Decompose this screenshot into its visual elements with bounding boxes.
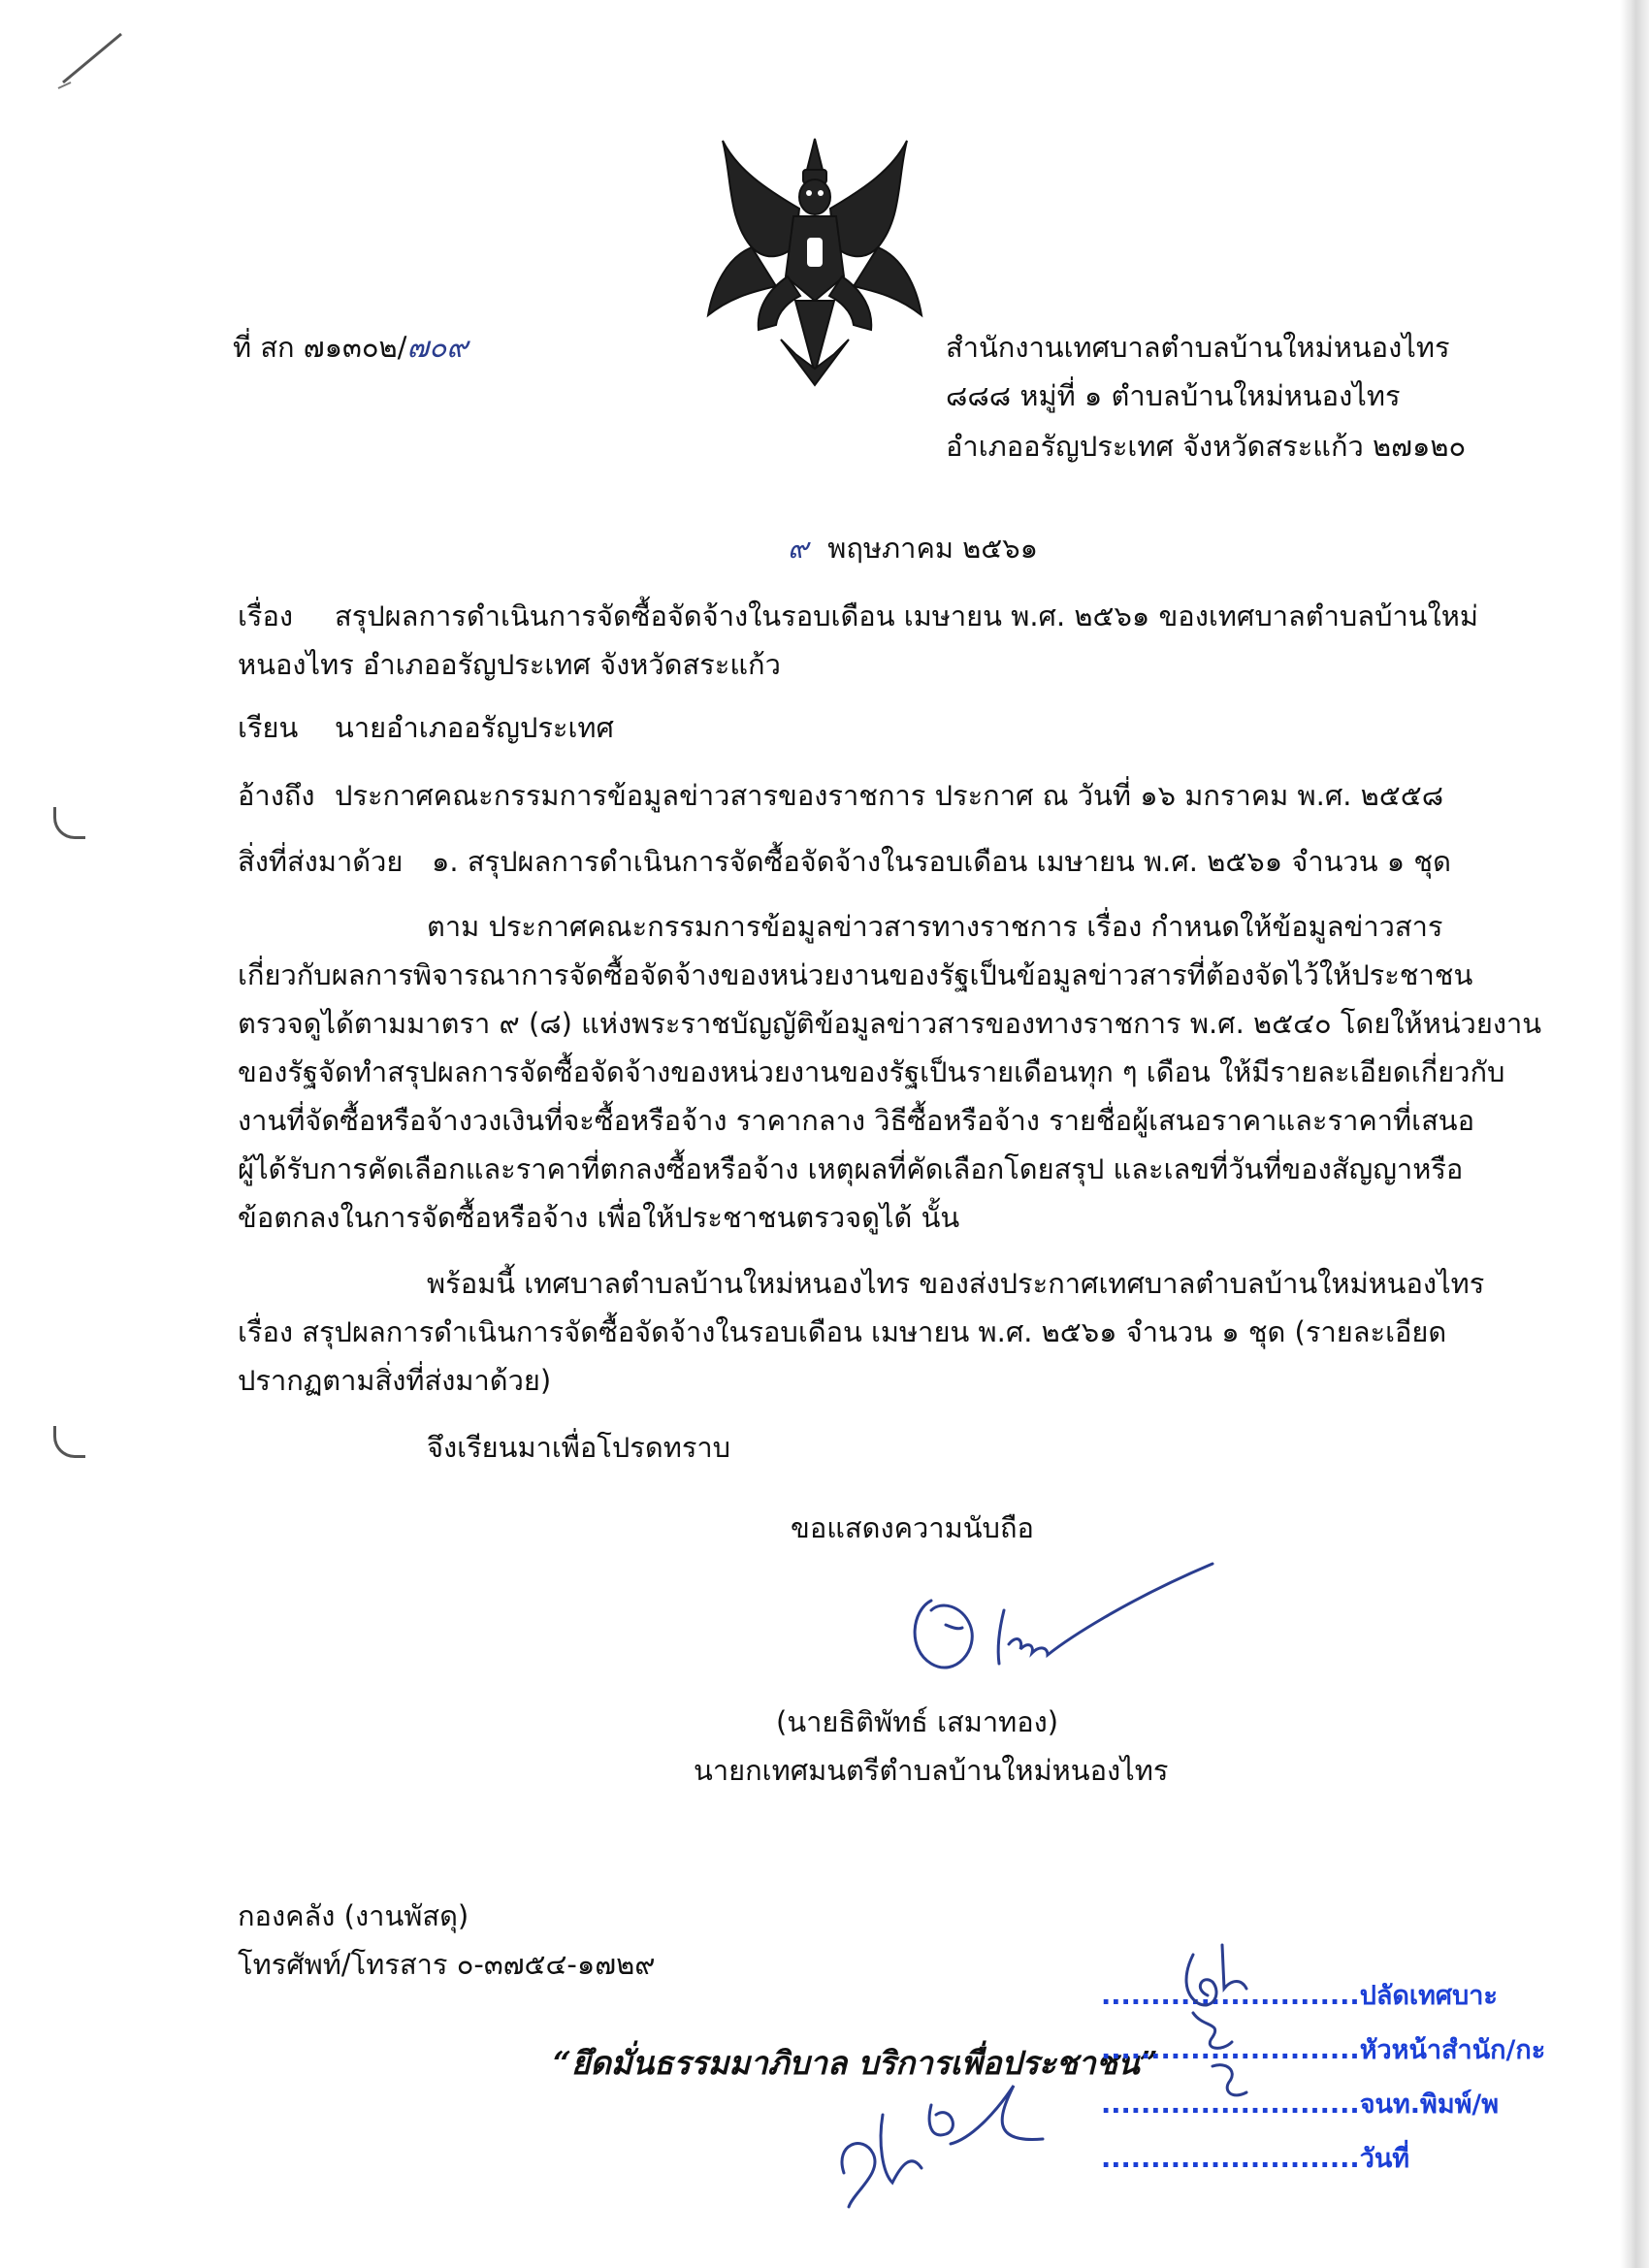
- date-month-year: พฤษภาคม ๒๕๖๑: [827, 532, 1039, 565]
- body-paragraph-1-line: ตรวจดูได้ตามมาตรา ๙ (๘) แห่งพระราชบัญญัติข้อมูลข่าวสารของทางราชการ พ.ศ. ๒๕๔๐ โดยให้หน่วยงาน: [238, 1007, 1542, 1040]
- signature-closing: ขอแสดงความนับถือ: [791, 1511, 1034, 1544]
- reference-number-printed: ที่ สก ๗๑๓๐๒/: [233, 331, 407, 364]
- approval-stamp-label: ปลัดเทศบาะ: [1359, 1981, 1498, 2011]
- approval-stamp-dots: ..........................: [1101, 2144, 1360, 2174]
- handwritten-signature: [902, 1552, 1232, 1688]
- body-paragraph-2-line: เรื่อง สรุปผลการดำเนินการจัดซื้อจัดจ้างในรอบเดือน เมษายน พ.ศ. ๒๕๖๑ จำนวน ๑ ชุด (รายละเอียด: [238, 1315, 1447, 1348]
- body-paragraph-1-line: ผู้ได้รับการคัดเลือกและราคาที่ตกลงซื้อหรือจ้าง เหตุผลที่คัดเลือกโดยสรุป และเลขที่วันที่ของสัญญาหรือ: [238, 1152, 1464, 1185]
- punch-hole-mark-bottom: [53, 1426, 85, 1458]
- enclosure-label: สิ่งที่ส่งมาด้วย: [238, 845, 404, 878]
- closing-request: จึงเรียนมาเพื่อโปรดทราบ: [427, 1431, 731, 1464]
- subject-label: เรื่อง: [238, 599, 294, 632]
- approval-stamp-dots: ..........................: [1101, 2090, 1360, 2120]
- body-paragraph-1-line: ข้อตกลงในการจัดซื้อหรือจ้าง เพื่อให้ประชาชนตรวจดูได้ นั้น: [238, 1201, 960, 1234]
- body-paragraph-1-line: ของรัฐจัดทำสรุปผลการจัดซื้อจัดจ้างของหน่วยงานของรัฐเป็นรายเดือนทุก ๆ เดือน ให้มีรายละเอียดเกี่ยวกับ: [238, 1055, 1505, 1088]
- signer-name: (นายธิติพัทธ์ เสมาทอง): [776, 1705, 1059, 1738]
- enclosure-value: ๑. สรุปผลการดำเนินการจัดซื้อจัดจ้างในรอบเดือน เมษายน พ.ศ. ๒๕๖๑ จำนวน ๑ ชุด: [432, 845, 1451, 878]
- body-paragraph-1-line: เกี่ยวกับผลการพิจารณาการจัดซื้อจัดจ้างของหน่วยงานของรัฐเป็นข้อมูลข่าวสารที่ต้องจัดไว้ให้ประชาชน: [238, 958, 1473, 991]
- addressee-value: นายอำเภออรัญประเทศ: [335, 711, 614, 744]
- body-paragraph-2-line: พร้อมนี้ เทศบาลตำบลบ้านใหม่หนองไทร ของส่งประกาศเทศบาลตำบลบ้านใหม่หนองไทร: [427, 1267, 1485, 1300]
- reference-label: อ้างถึง: [238, 779, 315, 812]
- stamp-initials: [1154, 1935, 1290, 2120]
- corner-pen-mark: [53, 24, 131, 92]
- approval-stamp-label: วันที่: [1359, 2144, 1410, 2174]
- handwritten-initials-bottom: [824, 2047, 1057, 2221]
- subject-line-1: สรุปผลการดำเนินการจัดซื้อจัดจ้างในรอบเดือน เมษายน พ.ศ. ๒๕๖๑ ของเทศบาลตำบลบ้านใหม่: [335, 599, 1478, 632]
- reference-number-handwritten: ๗๐๙: [406, 331, 469, 365]
- subject-line-2: หนองไทร อำเภออรัญประเทศ จังหวัดสระแก้ว: [238, 648, 781, 681]
- office-name: สำนักงานเทศบาลตำบลบ้านใหม่หนองไทร: [946, 331, 1450, 364]
- body-paragraph-1-line: งานที่จัดซื้อหรือจ้างวงเงินที่จะซื้อหรือจ้าง ราคากลาง วิธีซื้อหรือจ้าง รายชื่อผู้เสนอราคาและราคาที่เสนอ: [238, 1104, 1475, 1137]
- letter-date: [788, 529, 1038, 567]
- footer-motto: “ยึดมั่นธรรมมาภิบาล บริการเพื่อประชาชน”: [553, 2044, 1158, 2082]
- body-paragraph-1-line: ตาม ประกาศคณะกรรมการข้อมูลข่าวสารทางราชการ เรื่อง กำหนดให้ข้อมูลข่าวสาร: [427, 910, 1443, 943]
- footer-phone: โทรศัพท์/โทรสาร ๐-๓๗๕๔-๑๗๒๙: [238, 1948, 656, 1981]
- office-address-line-2: อำเภออรัญประเทศ จังหวัดสระแก้ว ๒๗๑๒๐: [946, 430, 1467, 463]
- footer-department: กองคลัง (งานพัสดุ): [238, 1899, 469, 1932]
- date-day-handwritten: ๙: [788, 532, 809, 565]
- office-address-line-1: ๘๘๘ หมู่ที่ ๑ ตำบลบ้านใหม่หนองไทร: [946, 379, 1401, 412]
- signer-position: นายกเทศมนตรีตำบลบ้านใหม่หนองไทร: [694, 1754, 1169, 1787]
- reference-value: ประกาศคณะกรรมการข้อมูลข่าวสารของราชการ ประกาศ ณ วันที่ ๑๖ มกราคม พ.ศ. ๒๕๕๘: [335, 779, 1444, 812]
- punch-hole-mark-top: [53, 807, 85, 839]
- page-edge-shadow: [1620, 0, 1649, 2268]
- approval-stamp-label: จนท.พิมพ์/พ: [1359, 2090, 1500, 2120]
- reference-number: [233, 328, 468, 368]
- addressee-label: เรียน: [238, 711, 299, 744]
- approval-stamp-dots: ..........................: [1101, 2035, 1360, 2065]
- approval-stamp-dots: ..........................: [1101, 1981, 1360, 2011]
- garuda-emblem: [698, 131, 931, 388]
- body-paragraph-2-line: ปรากฏตามสิ่งที่ส่งมาด้วย): [238, 1364, 552, 1397]
- approval-stamp-label: หัวหน้าสำนัก/กะ: [1359, 2035, 1546, 2065]
- approval-stamp-row: [1101, 2132, 1545, 2187]
